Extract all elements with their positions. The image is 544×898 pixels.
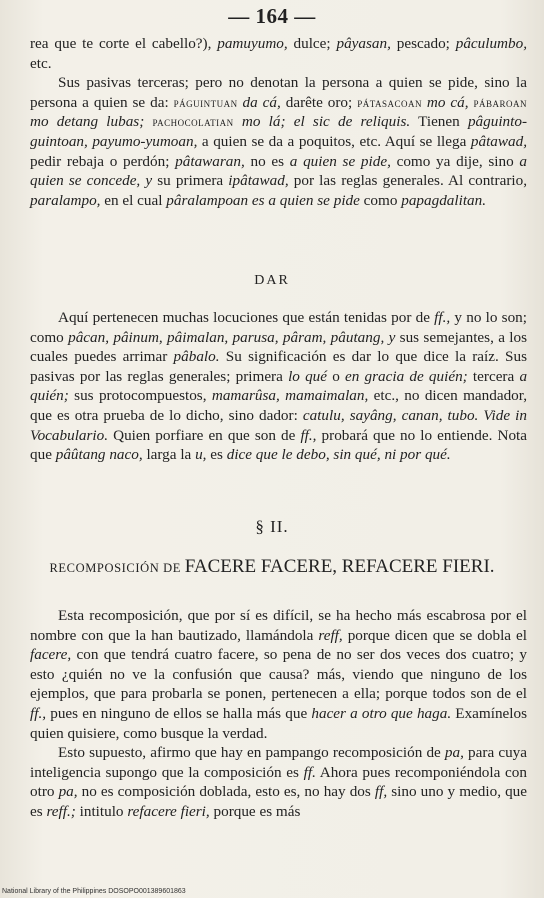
paragraph: Aquí pertenecen muchas locuciones que están tenidas por de ff., y no lo son; como pâcan, pâinum, pâimalan, parusa, pâram, pâutang, y sus semejantes, a los cuales puedes arrimar pâbalo. Su significación es dar lo que dice la raíz. Sus pasivas por las reglas generales; primera lo qué o en gracia de quién; tercera a quién; sus protocompuestos, mamarûsa, mamaimalan, etc., no dicen mandador, que es otra prueba de lo dicho, sino dador: catulu, sayâng, canan, tubo. Vide in Vocabulario. Quien porfiare en que son de ff., probará que no lo entiende. Nota que pâûtang naco, larga la u, es dice que le debo, sin qué, ni por qué. bbox=[30, 309, 528, 464]
section-mark-ii: § II. bbox=[255, 517, 289, 536]
paragraph-block-2 bbox=[30, 308, 527, 465]
section-heading-dar: DAR bbox=[254, 273, 290, 288]
section-title-main: FACERE FACERE, REFACERE FIERI. bbox=[184, 556, 495, 577]
paragraph-block-3 bbox=[30, 606, 527, 822]
paragraph: Esto supuesto, afirmo que hay en pampango recomposición de pa, para cuya inteligencia supongo que la composición es ff. Ahora pues recomponiéndola con otro pa, no es composición doblada, esto es, no hay dos ff, sino uno y medio, que es reff.; intitulo refacere fieri, porque es más bbox=[30, 744, 528, 820]
page-number: — 164 — bbox=[228, 4, 316, 28]
footer-credit: National Library of the Philippines DOSOPO001389601863 bbox=[2, 888, 186, 895]
paragraph: rea que te corte el cabello?), pamuyumo, dulce; pâyasan, pescado; pâculumbo, etc. bbox=[30, 35, 528, 72]
paragraph-block-1 bbox=[30, 34, 527, 210]
paragraph: Sus pasivas terceras; pero no denotan la persona a quien se pide, sino la persona a quien se da: páguintuan da cá, darête oro; pátasacoan mo cá, pábaroan mo detang lubas; pachocolatian mo lá; el sic de reliquis. Tienen pâguinto-guintoan, payumo-yumoan, a quien se da a poquitos, etc. Aquí se llega pâtawad, pedir rebaja o perdón; pâtawaran, no es a quien se pide, como ya dije, sino a quien se concede, y su primera ipâtawad, por las reglas generales. Al contrario, paralampo, en el cual pâralampoan es a quien se pide como papagdalitan. bbox=[30, 74, 528, 209]
paragraph: Esta recomposición, que por sí es difícil, se ha hecho más escabrosa por el nombre con que la han bautizado, llamándola reff, porque dicen que se dobla el facere, con que tendrá cuatro facere, so pena de no ser dos veces dos cuatro; y esto ¿quién no ve la confusión que causa? más, viendo que ninguno de los ejemplos, que para probarla se ponen, pertenecen a ella; porque todos son de el ff., pues en ninguno de ellos se halla más que hacer a otro que haga. Examínelos quien quisiere, como busque la verdad. bbox=[30, 607, 528, 742]
section-title-lead: RECOMPOSICIÓN DE bbox=[49, 561, 185, 575]
section-title bbox=[40, 556, 504, 579]
